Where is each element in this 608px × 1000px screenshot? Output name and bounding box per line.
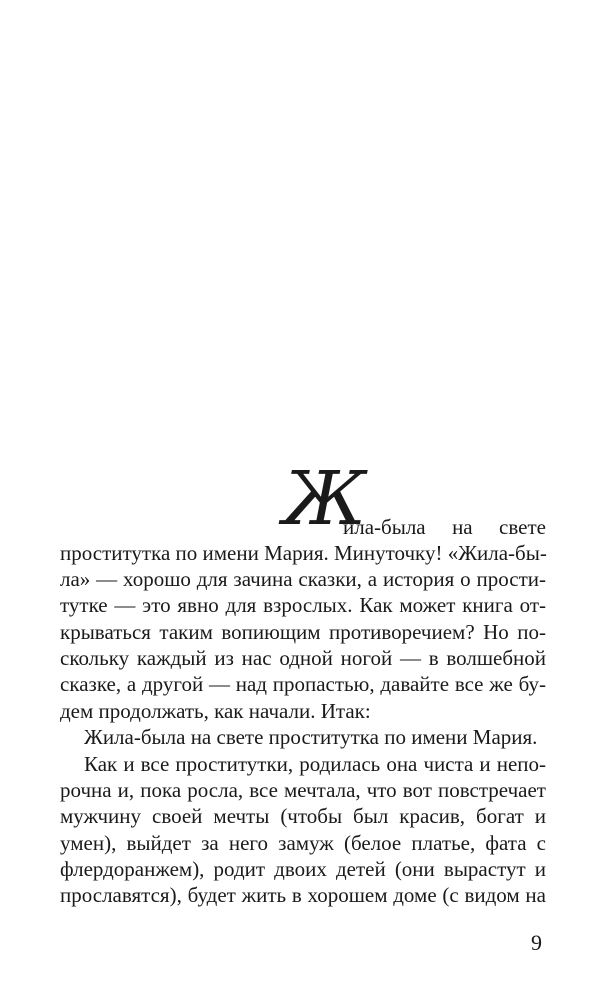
text-line: сказке, а другой — над пропастью, давайте все же бу- [60,672,546,696]
text-line: крываться таким вопиющим противоречием? Но по- [60,620,546,644]
text-line: тутке — это явно для взрослых. Как может книга от- [60,593,546,617]
text-line: прославятся), будет жить в хорошем доме (с видом на [60,883,546,907]
text-line: умен), выйдет за него замуж (белое платье, фата с [60,831,546,855]
drop-cap-initial: Ж [283,456,367,542]
text-line: мужчину своей мечты (чтобы был красив, богат и [60,804,546,828]
text-line: рочна и, пока росла, все мечтала, что вот повстречает [60,778,546,802]
text-line: ла» — хорошо для зачина сказки, а история о прости- [60,567,546,591]
text-line: флердоранжем), родит двоих детей (они вырастут и [60,857,546,881]
text-line: скольку каждый из нас одной ногой — в волшебной [60,646,546,670]
text-line: проститутка по имени Мария. Минуточку! «Жила-бы- [60,541,547,565]
text-line-first: ила-была на свете [343,515,546,539]
text-line: Как и все проститутки, родилась она чиста и непо- [84,752,546,776]
page-number: 9 [531,930,542,955]
text-line: Жила-была на свете проститутка по имени Мария. [84,725,538,749]
text-line: дем продолжать, как начали. Итак: [60,699,371,723]
